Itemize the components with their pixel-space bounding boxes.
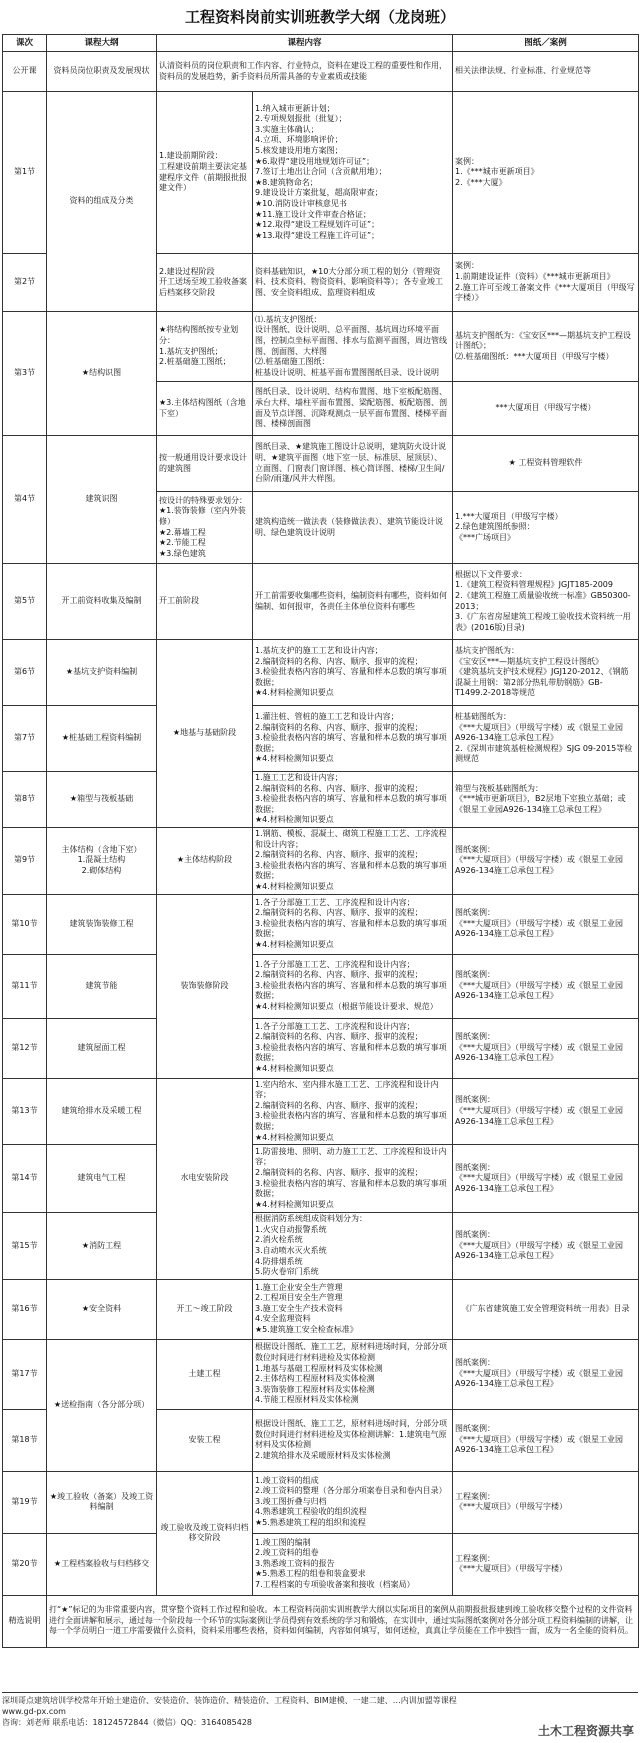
outline-cell: 建筑电气工程 bbox=[47, 1145, 157, 1213]
session-cell: 第6节 bbox=[3, 640, 47, 706]
table-row bbox=[3, 1145, 639, 1213]
stage-cell: ★将结构图纸按专业划分： 1.基坑支护图纸； 2.桩基础施工图纸； bbox=[157, 312, 253, 382]
table-header-row bbox=[3, 35, 639, 52]
content-cell: 1.室内给水、室内排水施工工艺、工序流程和设计内容； 2.编制资料的名称、内容、顺序、报审的流程； 3.检验批表格内容的填写、容量和样本总数的填写事项数据； ★4.材料检测知识要点 bbox=[253, 1078, 453, 1145]
outline-cell: 建筑屋面工程 bbox=[47, 1018, 157, 1078]
footer-contact: 咨询：刘老师 联系电话：18124572844（微信）QQ：3164085428 bbox=[2, 1718, 253, 1727]
case-cell: ★ 工程资料管理软件 bbox=[453, 436, 639, 492]
stage-cell: 1.建设前期阶段： 工程建设前期主要法定基建程序文件（前期报批报建文件） bbox=[157, 92, 253, 254]
outline-cell: 开工前资料收集及编制 bbox=[47, 564, 157, 640]
session-cell: 第2节 bbox=[3, 254, 47, 312]
session-cell: 第10节 bbox=[3, 894, 47, 954]
session-cell: 第14节 bbox=[3, 1145, 47, 1213]
stage-cell: 水电安装阶段 bbox=[157, 1078, 253, 1279]
stage-cell: 开工～竣工阶段 bbox=[157, 1279, 253, 1339]
case-cell: 1.***大厦项目（甲级写字楼） 2.绿色建筑图纸参照： 《***广场项目》 bbox=[453, 492, 639, 564]
case-cell: 案例： 1.《***城市更新项目》 2.《***大厦》 bbox=[453, 92, 639, 254]
outline-cell: 建筑节能 bbox=[47, 954, 157, 1018]
session-cell: 公开课 bbox=[3, 52, 47, 92]
content-cell: 1.纳入城市更新计划； 2.专项规划报批（批复）； 3.实施主体确认； 4.立项、环境影响评价； 5.核发建设用地方案图； ★6.取得“建设用地规划许可证”； 7.签订土地出让合同（含贡献用地）； ★8.建筑物命名； 9.建设设计方案批复，超高限审查； ★10.消防设计审核意见书 ★11.施工设计文件审查合格证； ★12.取得“建设工程规划许可证”； ★13.取得“建设工程施工许可证”； bbox=[253, 92, 453, 254]
outline-cell: 建筑给排水及采暖工程 bbox=[47, 1078, 157, 1145]
session-cell: 第7节 bbox=[3, 706, 47, 772]
content-cell: 1.各子分部施工工艺、工序流程和设计内容； 2.编制资料的名称、内容、顺序、报审的流程； 3.检验批表格内容的填写、容量和样本总数的填写事项数据； ★4.材料检测知识要点（根据节能设计要求、规范） bbox=[253, 954, 453, 1018]
outline-cell: 资料的组成及分类 bbox=[47, 92, 157, 312]
table-row bbox=[3, 894, 639, 954]
table-row bbox=[3, 954, 639, 1018]
case-cell: 桩基础图纸为： 《***大厦项目》（甲级写字楼）或《银星工业园A926-134施工总承包工程》 2.《深圳市建筑基桩检测规程》SJG 09-2015等检测规范 bbox=[453, 706, 639, 772]
case-cell: 图纸案例： 《***大厦项目》（甲级写字楼）或《银星工业园A926-134施工总承包工程》 bbox=[453, 1145, 639, 1213]
content-cell: 图纸目录、设计说明、结构布置图、地下室板配筋图、承台大样、墙柱平面布置图、梁配筋图、板配筋图、剖面及节点详图、沉降观测点一层平面布置图、楼梯平面图、楼梯剖面图 bbox=[253, 382, 453, 436]
table-row bbox=[3, 640, 639, 706]
outline-cell: ★送检指南（各分部分项） bbox=[47, 1339, 157, 1471]
table-row bbox=[3, 1213, 639, 1280]
session-cell: 第5节 bbox=[3, 564, 47, 640]
table-row bbox=[3, 828, 639, 895]
table-row bbox=[3, 1078, 639, 1145]
session-cell: 第17节 bbox=[3, 1339, 47, 1409]
session-cell: 第4节 bbox=[3, 436, 47, 564]
content-cell: 资料基础知识，★10大分部分项工程的划分（管理资料、技术资料、物资资料、影响资料等）；各专业竣工图、安全资料组成、监理资料组成 bbox=[253, 254, 453, 312]
outline-cell: ★箱型与筏板基础 bbox=[47, 772, 157, 828]
case-cell: 根据以下文件要求： 1.《建筑工程资料管理规程》JGJT185-2009 2.《建筑工程施工质量验收统一标准》GB50300-2013； 3.《广东省房屋建筑工程竣工验收技术资料统一用表》(2016版)目录) bbox=[453, 564, 639, 640]
case-cell: 基坑支护图纸为：《宝安区***—期基坑支护工程设计图纸》； ⑵.桩基础图纸：***大厦项目（甲级写字楼） bbox=[453, 312, 639, 382]
content-cell: 1.各子分部施工工艺、工序流程和设计内容； 2.编制资料的名称、内容、顺序、报审的流程； 3.检验批表格内容的填写、容量和样本总数的填写事项数据； ★4.材料检测知识要点 bbox=[253, 894, 453, 954]
note-label: 精选说明 bbox=[3, 1595, 47, 1647]
content-cell: 根据消防系统组成资料划分为： 1.火灾自动报警系统 2.消火栓系统 3.自动喷水灭火系统 4.防排烟系统 5.防火卷帘门系统 bbox=[253, 1213, 453, 1280]
table-row bbox=[3, 1533, 639, 1595]
header-cases: 图纸／案例 bbox=[453, 35, 639, 52]
case-cell: 《广东省建筑施工安全管理资料统一用表》目录 bbox=[453, 1279, 639, 1339]
stage-cell: 开工前阶段 bbox=[157, 564, 253, 640]
case-cell: 图纸案例： 《***大厦项目》（甲级写字楼）或《银星工业园A926-134施工总承包工程》 bbox=[453, 1213, 639, 1280]
table-row bbox=[3, 312, 639, 382]
case-cell: ***大厦项目（甲级写字楼） bbox=[453, 382, 639, 436]
case-cell: 相关法律法规、行业标准、行业规范等 bbox=[453, 52, 639, 92]
table-row bbox=[3, 436, 639, 492]
syllabus-table bbox=[2, 34, 639, 1648]
stage-cell: ★3.主体结构图纸（含地下室） bbox=[157, 382, 253, 436]
case-cell: 工程案例： 《***大厦项目》（甲级写字楼） bbox=[453, 1471, 639, 1533]
outline-cell: ★桩基础工程资料编制 bbox=[47, 706, 157, 772]
table-row bbox=[3, 564, 639, 640]
header-outline: 课程大纲 bbox=[47, 35, 157, 52]
header-session: 课次 bbox=[3, 35, 47, 52]
case-cell: 图纸案例： 《***大厦项目》（甲级写字楼）或《银星工业园A926-134施工总承包工程》 bbox=[453, 1078, 639, 1145]
footer-website[interactable]: www.gd-px.com bbox=[2, 1707, 66, 1716]
session-cell: 第15节 bbox=[3, 1213, 47, 1280]
session-cell: 第19节 bbox=[3, 1471, 47, 1533]
outline-cell: ★消防工程 bbox=[47, 1213, 157, 1280]
table-row bbox=[3, 706, 639, 772]
content-cell: 1.竣工图的编制 2.竣工资料的组卷 3.熟悉竣工资料的报告 ★5.熟悉工程的组卷和装盒要求 7.工程档案的专项验收备案和接收（档案局） bbox=[253, 1533, 453, 1595]
case-cell: 图纸案例： 《***大厦项目》（甲级写字楼）或《银星工业园A926-134施工总承包工程》 bbox=[453, 894, 639, 954]
case-cell: 箱型与筏板基础图纸为： 《***城市更新项目》，B2层地下室独立基础；或《银星工业园A926-134施工总承包工程》 bbox=[453, 772, 639, 828]
content-cell: 根据设计图纸、施工工艺，原材料进场时间，分部分项数位时间进行材料进检及实体检测 1.地基与基础工程原材料及实体检测 2.主体结构工程原材料及实体检测 3.装饰装修工程原材料及实体检测 4.节能工程原材料及实体检测 bbox=[253, 1339, 453, 1409]
case-cell: 图纸案例： 《***大厦项目》（甲级写字楼）或《银星工业园A926-134施工总承包工程》 bbox=[453, 1339, 639, 1409]
stage-cell: ★主体结构阶段 bbox=[157, 828, 253, 895]
outline-cell: 主体结构（含地下室） 1.混凝土结构 2.砌体结构 bbox=[47, 828, 157, 895]
stage-cell: 按一般通用设计要求设计的建筑图 bbox=[157, 436, 253, 492]
content-cell: ⑴.基坑支护图纸： 设计图纸、设计说明、总平面图、基坑周边环境平面图，控制点坐标平面图、排水与监测平面图，周边管线图、剖面图、大样图 ⑵.桩基础施工图纸： 桩基设计说明、桩基平面布置图图纸目录、设计说明 bbox=[253, 312, 453, 382]
outline-cell: 建筑装饰装修工程 bbox=[47, 894, 157, 954]
case-cell: 工程案例： 《***大厦项目》（甲级写字楼） bbox=[453, 1533, 639, 1595]
content-cell: 1.防雷接地、照明、动力施工工艺、工序流程和设计内容； 2.编制资料的名称、内容、顺序、报审的流程； 3.检验批表格内容的填写、容量和样本总数的填写事项数据； ★4.材料检测知识要点 bbox=[253, 1145, 453, 1213]
stage-cell: 土建工程 bbox=[157, 1339, 253, 1409]
table-row bbox=[3, 1279, 639, 1339]
outline-cell: ★竣工验收（备案）及竣工资料编制 bbox=[47, 1471, 157, 1533]
content-cell: 1.基坑支护的施工工艺和设计内容； 2.编制资料的名称、内容、顺序、报审的流程； 3.检验批表格内容的填写、容量和样本总数的填写事项数据； ★4.材料检测知识要点 bbox=[253, 640, 453, 706]
content-cell: 1.灌注桩、管桩的施工工艺和设计内容； 2.编制资料的名称、内容、顺序、报审的流程； 3.检验批表格内容的填写、容量和样本总数的填写事项数据； ★4.材料检测知识要点 bbox=[253, 706, 453, 772]
content-cell: 根据设计图纸、施工工艺，原材料进场时间，分部分项数位时间进行材料进检及实体检测讲解：1.建筑电气原材料及实体检测 2.建筑给排水及采暖原材料及实体检测 bbox=[253, 1409, 453, 1471]
outline-cell: ★安全资料 bbox=[47, 1279, 157, 1339]
note-row bbox=[3, 1595, 639, 1647]
content-cell: 图纸目录、★建筑施工图设计总说明，建筑防火设计说明、★建筑平面图（地下室一层、标准层、屋顶层）、立面图、门窗表门窗详图、核心筒详图、楼梯/卫生间/台阶/雨篷/风井大样图。 bbox=[253, 436, 453, 492]
note-text: 打“★”标记的为非常重要内容，贯穿整个资料工作过程和验收。本工程资料岗前实训班教学大纲以实际项目的案例从前期报批报建到竣工验收移交整个过程的文件资料进行全面讲解和展示，通过每一个阶段每一个环节的实际案例让学员得到有效系统的学习和锻炼，在实训中，通过实际图纸案例对各分部分项工程资料编制的讲解，让每一个学员明白一道工序需要做什么资料，资料采用哪些表格，资料如何编制，内容如何填写，如何送检，真真让学员能在工作中独挡一面，成为一名全能的资料员。 bbox=[47, 1595, 639, 1647]
outline-cell: ★基坑支护资料编制 bbox=[47, 640, 157, 706]
session-cell: 第9节 bbox=[3, 828, 47, 895]
outline-cell: ★工程档案验收与归档移交 bbox=[47, 1533, 157, 1595]
stage-cell: 安装工程 bbox=[157, 1409, 253, 1471]
session-cell: 第11节 bbox=[3, 954, 47, 1018]
stage-cell: 按设计的特殊要求划分： ★1.装饰装修（室内外装修） ★2.幕墙工程 ★2.节能工程 ★3.绿色建筑 bbox=[157, 492, 253, 564]
content-cell: 1.各子分部施工工艺、工序流程和设计内容； 2.编制资料的名称、内容、顺序、报审的流程； 3.检验批表格内容的填写、容量和样本总数的填写事项数据； ★4.材料检测知识要点 bbox=[253, 1018, 453, 1078]
case-cell: 图纸案例： 《***大厦项目》（甲级写字楼）或《银星工业园A926-134施工总承包工程》 bbox=[453, 1409, 639, 1471]
watermark: 土木工程资源共享 bbox=[537, 1724, 634, 1738]
case-cell: 图纸案例： 《***大厦项目》（甲级写字楼）或《银星工业园A926-134施工总承包工程》 bbox=[453, 954, 639, 1018]
content-cell: 1.施工企业安全生产管理 2.工程项目安全生产管理 3.施工安全生产技术资料 4.安全监理资料 ★5.建筑施工安全检查标准》 bbox=[253, 1279, 453, 1339]
table-row bbox=[3, 772, 639, 828]
stage-cell: ★地基与基础阶段 bbox=[157, 640, 253, 828]
content-cell: 开工前需要收集哪些资料，编制资料有哪些，资料如何编制、如何报审，各责任主体单位资料有哪些 bbox=[253, 564, 453, 640]
session-cell: 第3节 bbox=[3, 312, 47, 436]
content-cell: 认清资料员的岗位职责和工作内容、行业特点，资料在建设工程的重要性和作用，资料员的发展趋势，新手资料员所需具备的专业素质或技能 bbox=[157, 52, 453, 92]
case-cell: 案例： 1.前期建设证件（资料）《***城市更新项目》 2.施工许可至竣工备案文件《***大厦项目（甲级写字楼）》 bbox=[453, 254, 639, 312]
footer-courses: 深圳哥点建筑培训学校常年开始土建造价、安装造价、装饰造价、精装造价、工程资料、BIM建模、一建二建、…内训加盟等课程 bbox=[2, 1696, 457, 1705]
session-cell: 第16节 bbox=[3, 1279, 47, 1339]
table-row bbox=[3, 1471, 639, 1533]
outline-cell: 建筑识图 bbox=[47, 436, 157, 564]
table-row bbox=[3, 1018, 639, 1078]
content-cell: 1.竣工资料的组成 2.竣工资料的整理（各分部分项案卷目录和卷内目录） 3.竣工图折叠与归档 4.熟悉建筑工程验收的组织流程 ★5.熟悉建筑工程的组织和流程 bbox=[253, 1471, 453, 1533]
session-cell: 第1节 bbox=[3, 92, 47, 254]
outline-cell: 资料员岗位职责及发展现状 bbox=[47, 52, 157, 92]
table-row bbox=[3, 1339, 639, 1409]
case-cell: 图纸案例： 《***大厦项目》（甲级写字楼）或《银星工业园A926-134施工总承包工程》 bbox=[453, 828, 639, 895]
outline-cell: ★结构识图 bbox=[47, 312, 157, 436]
case-cell: 基坑支护图纸为： 《宝安区***—期基坑支护工程设计图纸》 《建筑基坑支护技术规程》JGJ120-2012、《钢筋混凝土用钢：第2部分热轧带肋钢筋》GB-T1499.2-2018等规范 bbox=[453, 640, 639, 706]
content-cell: 1.钢筋、模板、混凝土、砌筑工程施工工艺、工序流程和设计内容； 2.编制资料的名称、内容、顺序、报审的流程； 3.检验批表格内容的填写、容量和样本总数的填写事项数据； ★4.材料检测知识要点 bbox=[253, 828, 453, 895]
header-content: 课程内容 bbox=[157, 35, 453, 52]
content-cell: 建筑构造统一做法表（装修做法表）、建筑节能设计说明、绿色建筑设计说明 bbox=[253, 492, 453, 564]
session-cell: 第12节 bbox=[3, 1018, 47, 1078]
stage-cell: 竣工验收及竣工资料归档移交阶段 bbox=[157, 1471, 253, 1595]
session-cell: 第13节 bbox=[3, 1078, 47, 1145]
table-row bbox=[3, 92, 639, 254]
table-row bbox=[3, 52, 639, 92]
case-cell: 图纸案例： 《***大厦项目》（甲级写字楼）或《银星工业园A926-134施工总承包工程》 bbox=[453, 1018, 639, 1078]
session-cell: 第20节 bbox=[3, 1533, 47, 1595]
stage-cell: 2.建设过程阶段 开工送场至竣工验收备案后档案移交阶段 bbox=[157, 254, 253, 312]
stage-cell: 装饰装修阶段 bbox=[157, 894, 253, 1078]
session-cell: 第18节 bbox=[3, 1409, 47, 1471]
session-cell: 第8节 bbox=[3, 772, 47, 828]
page-title: 工程资料岗前实训班教学大纲（龙岗班） bbox=[184, 8, 455, 26]
content-cell: 1.施工工艺和设计内容； 2.编制资料的名称、内容、顺序、报审的流程； 3.检验批表格内容的填写、容量和样本总数的填写事项数据； ★4.材料检测知识要点 bbox=[253, 772, 453, 828]
